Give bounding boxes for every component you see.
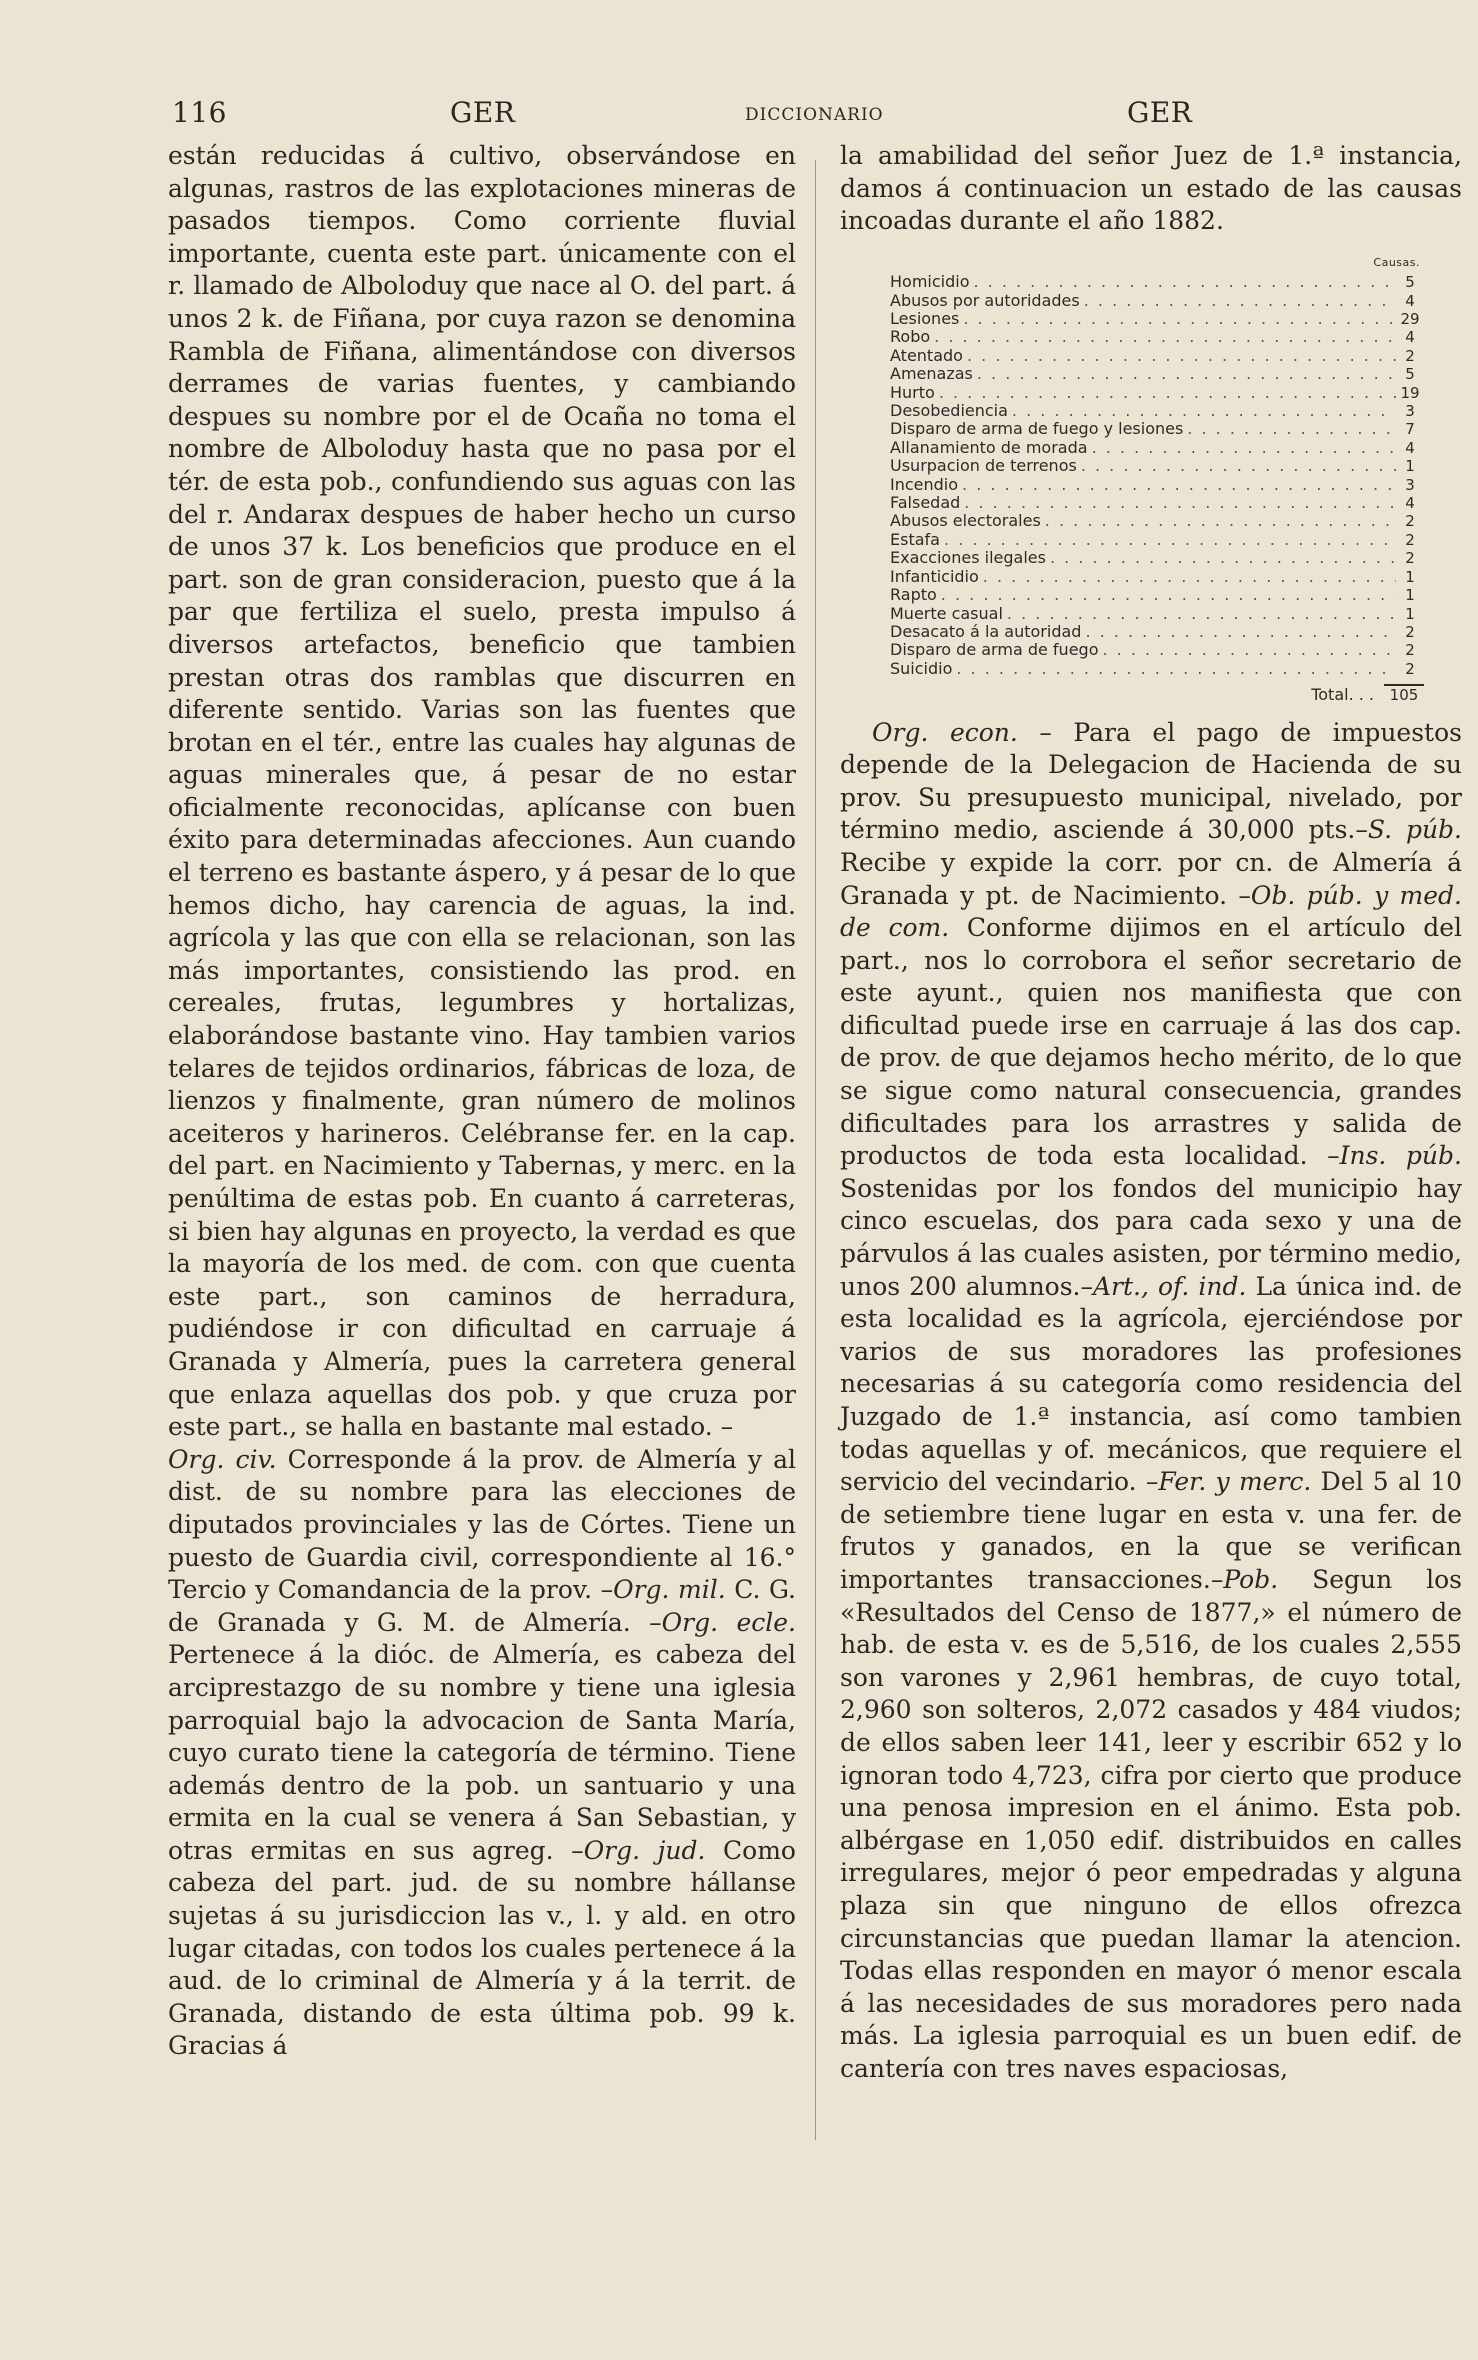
section-heading-org-jud: Org. jud.	[583, 1835, 706, 1865]
dot-leader	[940, 531, 1396, 548]
cause-label: Robo	[890, 327, 931, 347]
cause-count: 2	[1405, 659, 1415, 678]
causes-table-header: Causas.	[1373, 255, 1420, 269]
section-heading-s-pub: S. púb.	[1367, 815, 1462, 845]
cause-row	[890, 531, 1424, 549]
cause-count: 1	[1405, 567, 1415, 586]
cause-row	[890, 292, 1424, 310]
cause-label: Falsedad	[890, 493, 961, 513]
text-span: Corresponde á la prov. de Almería y al dist. de su nombre para las elecciones de diputados provinciales y las de Córtes. Tiene un puesto de Guardia civil, correspondiente al 16.° Tercio y Comandancia de la prov. –	[168, 1444, 796, 1605]
causes-total-value: 105	[1384, 684, 1424, 704]
cause-count: 4	[1405, 328, 1415, 347]
dot-leader	[958, 476, 1396, 493]
dot-leader	[1183, 420, 1396, 437]
page-header	[168, 96, 1468, 136]
dot-leader	[1008, 402, 1396, 419]
cause-count: 1	[1405, 604, 1415, 623]
causes-rows	[890, 273, 1424, 678]
section-heading-fer-merc: Fer. y merc.	[1158, 1467, 1312, 1497]
dot-leader	[1081, 623, 1396, 640]
section-heading-org-ecle: Org. ecle.	[661, 1607, 796, 1637]
header-left-word: GER	[450, 96, 516, 129]
dot-leader	[952, 660, 1396, 677]
cause-row	[890, 384, 1424, 402]
text-span: Del 5 al 10 de setiembre tiene lugar en esta v. una fer. de frutos y ganados, en la que se verifican importantes transacciones.–	[840, 1467, 1462, 1594]
text-span: Como cabeza del part. jud. de su nombre hállanse sujetas á su jurisdiccion las v., l. y ald. en otro lugar citadas, con todos los cuales pertenece á la aud. de lo criminal de Almería y á la territ. de Granada, distando de esta última pob. 99 k. Gracias á	[168, 1835, 796, 2061]
cause-label: Amenazas	[890, 364, 973, 384]
cause-row	[890, 328, 1424, 346]
dot-leader	[930, 328, 1396, 345]
cause-row	[890, 586, 1424, 604]
cause-row	[890, 641, 1424, 659]
cause-count: 29	[1400, 310, 1420, 328]
cause-count: 1	[1405, 586, 1415, 605]
cause-count: 2	[1405, 641, 1415, 660]
cause-count: 5	[1405, 273, 1415, 292]
cause-label: Rapto	[890, 585, 937, 605]
text-span: Sostenidas por los fondos del municipio hay cinco escuelas, dos para cada sexo y una de párvulos á las cuales asisten, por término medio, unos 200 alumnos.–	[840, 1173, 1462, 1301]
dot-leader	[1003, 605, 1396, 622]
cause-row	[890, 347, 1424, 365]
cause-label: Abusos por autoridades	[890, 290, 1080, 310]
section-heading-ins-pub: Ins. púb.	[1339, 1141, 1462, 1171]
right-column	[840, 140, 1462, 2085]
dot-leader	[1080, 292, 1396, 309]
cause-count: 2	[1405, 512, 1415, 531]
right-paragraph-body	[840, 717, 1462, 2086]
cause-row	[890, 273, 1424, 291]
header-center-title: DICCIONARIO	[745, 105, 884, 125]
cause-count: 1	[1405, 457, 1415, 476]
cause-count: 3	[1405, 475, 1415, 494]
cause-label: Estafa	[890, 529, 940, 549]
cause-label: Disparo de arma de fuego	[890, 640, 1099, 660]
left-column	[168, 140, 796, 2063]
cause-label: Exacciones ilegales	[890, 548, 1046, 568]
cause-count: 4	[1405, 291, 1415, 310]
header-right-word: GER	[1127, 96, 1193, 129]
dot-leader	[1077, 457, 1396, 474]
cause-label: Lesiones	[890, 309, 960, 328]
cause-label: Suicidio	[890, 658, 953, 678]
dot-leader	[1098, 641, 1396, 658]
cause-row	[890, 420, 1424, 438]
text-span: Conforme dijimos en el artículo del part., nos lo corrobora el señor secretario de este ayunt., quien nos manifiesta que con dificultad puede irse en carruaje á las dos cap. de prov. de que dejamos hecho mérito, de lo que se sigue como natural consecuencia, grandes dificultades para los arrastres y salida de productos de toda esta localidad. –	[840, 913, 1463, 1171]
cause-label: Incendio	[890, 474, 959, 494]
text-span: Pertenece á la dióc. de Almería, es cabeza del arciprestazgo de su nombre y tiene una iglesia parroquial bajo la advocacion de Santa María, cuyo curato tiene la categoría de término. Tiene además dentro de la pob. un santuario y una ermita en la cual se venera á San Sebastian, y otras ermitas en sus agreg. –	[168, 1640, 796, 1865]
cause-label: Infanticidio	[890, 566, 979, 586]
dot-leader	[1041, 512, 1396, 529]
cause-row	[890, 568, 1424, 586]
cause-row	[890, 549, 1424, 567]
dot-leader	[973, 365, 1396, 382]
dot-leader	[960, 494, 1396, 511]
text-span: Segun los «Resultados del Censo de 1877,» el número de hab. de esta v. es de 5,516, de los cuales 2,555 son varones y 2,961 hembras, de cuyo total, 2,960 son solteros, 2,072 casados y 484 viudos; de ellos saben leer 141, leer y escribir 652 y lo ignoran todo 4,723, cifra por cierto que produce una penosa impresion en el ánimo. Esta pob. albérgase en 1,050 edif. distribuidos en calles irregulares, mejor ó peor empedradas y alguna plaza sin que ninguno de ellos ofrezca circunstancias que puedan llamar la atencion. Todas ellas responden en mayor ó menor escala á las necesidades de sus moradores pero nada más. La iglesia parroquial es un buen edif. de cantería con tres naves espaciosas,	[840, 1564, 1462, 2083]
dot-leader	[969, 273, 1396, 290]
cause-label: Hurto	[890, 382, 935, 402]
cause-row	[890, 365, 1424, 383]
section-heading-ob-pub: Ob. púb. y med. de com.	[840, 880, 1462, 943]
section-heading-art-of-ind: Art., of. ind.	[1093, 1271, 1247, 1301]
cause-label: Desobediencia	[890, 401, 1008, 421]
cause-label: Homicidio	[890, 272, 970, 292]
right-intro-paragraph: la amabilidad del señor Juez de 1.ª instancia, damos á continuacion un estado de las causas incoadas durante el año 1882.	[840, 141, 1462, 236]
cause-label: Usurpacion de terrenos	[890, 456, 1077, 476]
cause-row	[890, 310, 1424, 328]
cause-label: Disparo de arma de fuego y lesiones	[890, 419, 1184, 439]
dot-leader	[963, 347, 1396, 364]
cause-row	[890, 402, 1424, 420]
cause-label: Allanamiento de morada	[890, 437, 1088, 457]
text-span: C. G. de Granada y G. M. de Almería. –	[168, 1575, 796, 1637]
cause-count: 7	[1405, 420, 1415, 439]
section-heading-org-mil: Org. mil.	[613, 1575, 726, 1605]
section-heading-org-econ: Org. econ.	[872, 717, 1018, 747]
dot-leader	[935, 384, 1396, 401]
cause-count: 2	[1405, 346, 1415, 365]
cause-row	[890, 494, 1424, 512]
causes-table	[890, 254, 1424, 705]
text-span: La única ind. de esta localidad es la agrícola, ejerciéndose por varios de sus moradores las profesiones necesarias á su categoría como residencia del Juzgado de 1.ª instancia, así como tambien todas aquellas y of. mecánicos, que requiere el servicio del vecindario. –	[840, 1271, 1462, 1497]
cause-count: 5	[1405, 365, 1415, 384]
cause-row	[890, 605, 1424, 623]
cause-row	[890, 623, 1424, 641]
cause-label: Atentado	[890, 345, 963, 365]
dot-leader	[937, 586, 1396, 603]
cause-count: 3	[1405, 402, 1415, 421]
dot-leader	[1088, 439, 1396, 456]
cause-row	[890, 476, 1424, 494]
cause-label: Muerte casual	[890, 603, 1003, 623]
left-paragraph-2	[168, 1444, 796, 2063]
text-span: Recibe y expide la corr. por cn. de Almería á Granada y pt. de Nacimiento. –	[840, 847, 1462, 910]
text-span: – Para el pago de impuestos depende de la Delegacion de Hacienda de su prov. Su presupuesto municipal, nivelado, por término medio, asciende á 30,000 pts.–	[840, 717, 1462, 845]
cause-count: 19	[1400, 383, 1420, 402]
column-divider	[815, 160, 816, 2140]
cause-count: 4	[1405, 438, 1415, 457]
left-paragraph-1: están reducidas á cultivo, observándose en algunas, rastros de las explotaciones mineras de pasados tiempos. Como corriente fluvial importante, cuenta este part. únicamente con el r. llamado de Alboloduy que nace al O. del part. á unos 2 k. de Fiñana, por cuya razon se denomina Rambla de Fiñana, alimentándose con diversos derrames de varias fuentes, y cambiando despues su nombre por el de Ocaña no toma el nombre de Alboloduy hasta que no pasa por el tér. de esta pob., confundiendo sus aguas con las del r. Andarax despues de haber hecho un curso de unos 37 k. Los beneficios que produce en el part. son de gran consideracion, puesto que á la par que fertiliza el suelo, presta impulso á diversos artefactos, beneficio que tambien prestan otras dos ramblas que discurren en diferente sentido. Varias son las fuentes que brotan en el tér., entre las cuales hay algunas de aguas minerales que, á pesar de no estar oficialmente reconocidas, aplícanse con buen éxito para determinadas afecciones. Aun cuando el terreno es bastante áspero, y á pesar de lo que hemos dicho, hay carencia de aguas, la ind. agrícola y las que con ella se relacionan, son las más importantes, consistiendo las prod. en cereales, frutas, legumbres y hortalizas, elaborándose bastante vino. Hay tambien varios telares de tejidos ordinarios, fábricas de loza, de lienzos y finalmente, gran número de molinos aceiteros y harineros. Celébranse fer. en la cap. del part. en Nacimiento y Tabernas, y merc. en la penúltima de estas pob. En cuanto á carreteras, si bien hay algunas en proyecto, la verdad es que la mayoría de los med. de com. con que cuenta este part., son caminos de herradura, pudiéndose ir con dificultad en carruaje á Granada y Almería, pues la carretera general que enlaza aquellas dos pob. y que cruza por este part., se halla en bastante mal estado. –	[168, 141, 796, 1442]
dot-leader	[979, 568, 1396, 585]
dot-leader	[959, 310, 1396, 327]
page-number: 116	[172, 96, 227, 129]
cause-count: 2	[1405, 549, 1415, 568]
cause-row	[890, 512, 1424, 530]
causes-total-label: Total. . .	[1311, 685, 1374, 705]
cause-row	[890, 660, 1424, 678]
cause-row	[890, 439, 1424, 457]
cause-label: Desacato á la autoridad	[890, 621, 1082, 641]
cause-label: Abusos electorales	[890, 511, 1041, 531]
section-heading-pob: Pob.	[1223, 1564, 1279, 1594]
dot-leader	[1046, 549, 1396, 566]
section-heading-org-civ: Org. civ.	[168, 1444, 277, 1474]
cause-row	[890, 457, 1424, 475]
causes-total-row	[890, 684, 1424, 704]
cause-count: 4	[1405, 494, 1415, 513]
cause-count: 2	[1405, 622, 1415, 641]
cause-count: 2	[1405, 530, 1415, 549]
